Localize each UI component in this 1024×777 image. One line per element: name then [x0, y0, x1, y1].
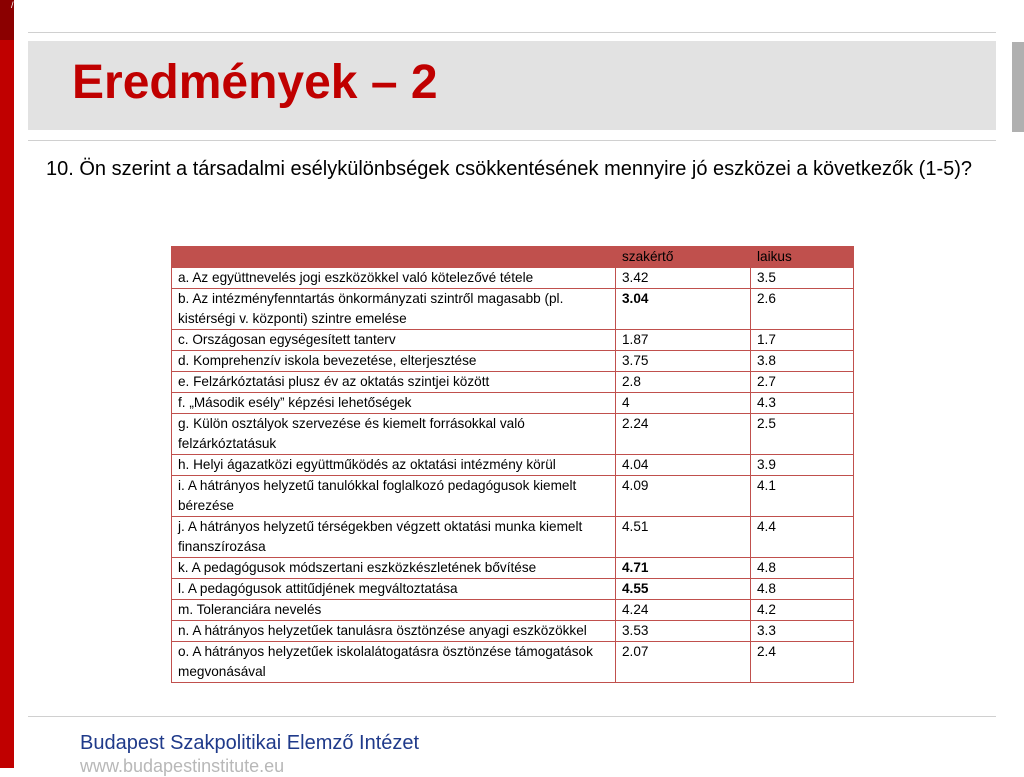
- footer-organization: Budapest Szakpolitikai Elemző Intézet: [80, 732, 420, 754]
- slide-title: Eredmények – 2: [72, 56, 438, 109]
- table-row: [172, 600, 854, 621]
- table-row: [172, 621, 854, 642]
- row-expert-score: 3.04: [616, 289, 751, 330]
- row-lay-score: 2.7: [751, 372, 854, 393]
- row-item-label: j. A hátrányos helyzetű térségekben végzett oktatási munka kiemelt finanszírozása: [172, 517, 616, 558]
- row-expert-score: 4: [616, 393, 751, 414]
- left-accent-bar: [0, 0, 14, 768]
- header-expert: szakértő: [616, 247, 751, 268]
- row-item-label: k. A pedagógusok módszertani eszközkészletének bővítése: [172, 558, 616, 579]
- table-row: [172, 476, 854, 517]
- table-row: [172, 268, 854, 289]
- table-row: [172, 289, 854, 330]
- row-lay-score: 4.8: [751, 558, 854, 579]
- row-lay-score: 3.8: [751, 351, 854, 372]
- corner-mark: /: [11, 0, 14, 10]
- row-lay-score: 3.3: [751, 621, 854, 642]
- row-lay-score: 1.7: [751, 330, 854, 351]
- table-row: [172, 642, 854, 683]
- header-item: [172, 247, 616, 268]
- row-item-label: n. A hátrányos helyzetűek tanulásra ösztönzése anyagi eszközökkel: [172, 621, 616, 642]
- survey-question: 10. Ön szerint a társadalmi esélykülönbségek csökkentésének mennyire jó eszközei a következők (1-5)?: [46, 158, 973, 180]
- row-lay-score: 2.6: [751, 289, 854, 330]
- row-lay-score: 4.3: [751, 393, 854, 414]
- row-expert-score: 4.55: [616, 579, 751, 600]
- footer-rule: [28, 716, 996, 717]
- row-item-label: o. A hátrányos helyzetűek iskolalátogatásra ösztönzése támogatások megvonásával: [172, 642, 616, 683]
- table-row: [172, 393, 854, 414]
- row-lay-score: 4.2: [751, 600, 854, 621]
- row-lay-score: 3.9: [751, 455, 854, 476]
- row-lay-score: 2.4: [751, 642, 854, 683]
- results-table: [171, 246, 854, 683]
- row-expert-score: 1.87: [616, 330, 751, 351]
- row-expert-score: 2.07: [616, 642, 751, 683]
- table-row: [172, 372, 854, 393]
- row-expert-score: 3.53: [616, 621, 751, 642]
- table-row: [172, 414, 854, 455]
- row-item-label: e. Felzárkóztatási plusz év az oktatás szintjei között: [172, 372, 616, 393]
- row-expert-score: 2.8: [616, 372, 751, 393]
- row-lay-score: 3.5: [751, 268, 854, 289]
- row-item-label: i. A hátrányos helyzetű tanulókkal foglalkozó pedagógusok kiemelt bérezése: [172, 476, 616, 517]
- row-expert-score: 4.24: [616, 600, 751, 621]
- table-row: [172, 579, 854, 600]
- row-expert-score: 4.09: [616, 476, 751, 517]
- row-lay-score: 4.8: [751, 579, 854, 600]
- row-lay-score: 2.5: [751, 414, 854, 455]
- table-row: [172, 517, 854, 558]
- footer-url: www.budapestinstitute.eu: [80, 756, 285, 776]
- row-expert-score: 3.75: [616, 351, 751, 372]
- row-expert-score: 3.42: [616, 268, 751, 289]
- row-lay-score: 4.4: [751, 517, 854, 558]
- row-item-label: m. Toleranciára nevelés: [172, 600, 616, 621]
- row-item-label: g. Külön osztályok szervezése és kiemelt forrásokkal való felzárkóztatásuk: [172, 414, 616, 455]
- row-item-label: c. Országosan egységesített tanterv: [172, 330, 616, 351]
- results-table-body: [172, 268, 854, 683]
- table-row: [172, 455, 854, 476]
- row-item-label: d. Komprehenzív iskola bevezetése, elterjesztése: [172, 351, 616, 372]
- title-rule-bottom: [28, 140, 996, 141]
- row-item-label: l. A pedagógusok attitűdjének megváltoztatása: [172, 579, 616, 600]
- table-header-row: [172, 247, 854, 268]
- row-expert-score: 4.71: [616, 558, 751, 579]
- row-item-label: h. Helyi ágazatközi együttműködés az oktatási intézmény körül: [172, 455, 616, 476]
- right-accent-bar: [1012, 42, 1024, 132]
- header-lay: laikus: [751, 247, 854, 268]
- row-expert-score: 4.04: [616, 455, 751, 476]
- table-row: [172, 330, 854, 351]
- table-row: [172, 351, 854, 372]
- row-item-label: f. „Második esély” képzési lehetőségek: [172, 393, 616, 414]
- table-row: [172, 558, 854, 579]
- row-item-label: b. Az intézményfenntartás önkormányzati szintről magasabb (pl. kistérségi v. központi) szintre emelése: [172, 289, 616, 330]
- row-lay-score: 4.1: [751, 476, 854, 517]
- row-expert-score: 2.24: [616, 414, 751, 455]
- row-expert-score: 4.51: [616, 517, 751, 558]
- title-rule-top: [28, 32, 996, 33]
- row-item-label: a. Az együttnevelés jogi eszközökkel való kötelezővé tétele: [172, 268, 616, 289]
